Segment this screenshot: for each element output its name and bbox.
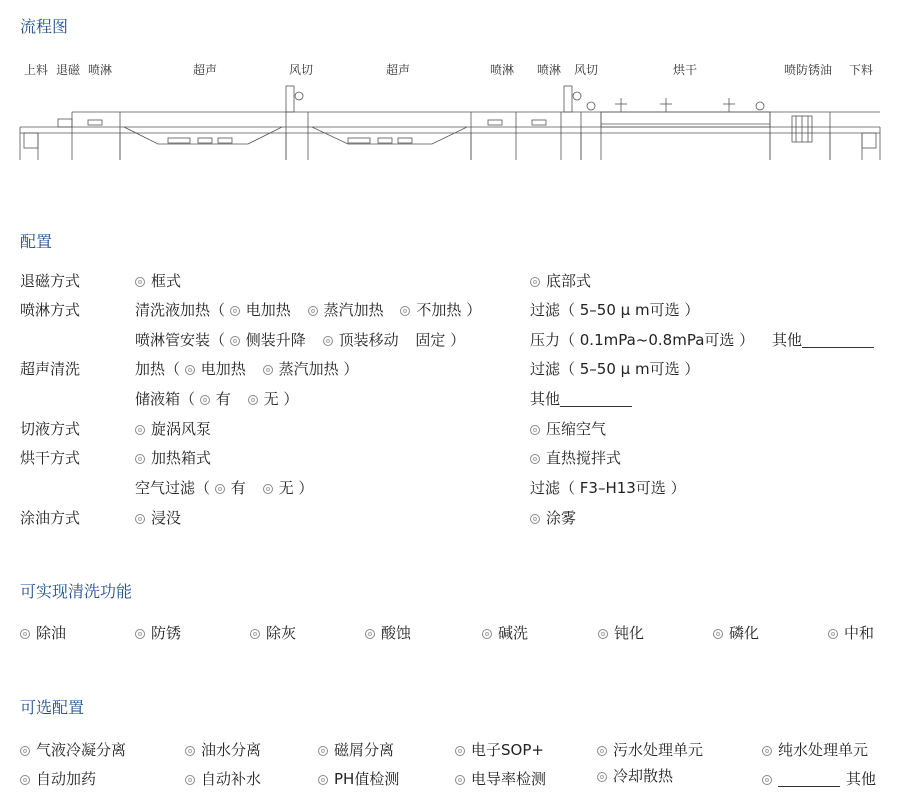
cut-option-compressed-air[interactable] [530, 418, 606, 439]
dry-air-filter-row [135, 477, 313, 498]
ultrasonic-heating-suffix: ） [343, 360, 359, 378]
radio-icon [135, 277, 145, 287]
spray-pipe-side-lift[interactable] [230, 331, 306, 349]
option-other-text: 其他 [846, 770, 877, 788]
ultrasonic-label: 超声清洗 [20, 360, 81, 378]
radio-icon [455, 746, 465, 756]
dry-air-filter-prefix: 空气过滤（ [135, 479, 211, 497]
station-label-aircut-1: 风切 [288, 63, 314, 77]
function-item[interactable] [713, 622, 759, 643]
station-label-ultrasonic-2: 超声 [385, 63, 411, 77]
demag-option-frame-text: 框式 [151, 272, 182, 290]
radio-icon [530, 514, 540, 524]
option-other-blank[interactable] [778, 772, 840, 787]
spray-other-text: 其他 [772, 331, 803, 349]
option-item[interactable] [20, 739, 126, 760]
option-item[interactable] [455, 739, 544, 760]
radio-icon [365, 629, 375, 639]
option-item-text: 纯水处理单元 [778, 741, 869, 759]
station-label-demag: 退磁 [55, 63, 81, 77]
radio-icon [308, 306, 318, 316]
option-item[interactable] [597, 765, 673, 786]
spray-pipe-prefix: 喷淋管安装（ [135, 331, 226, 349]
radio-icon [135, 514, 145, 524]
option-item-text: 磁屑分离 [334, 741, 395, 759]
spray-other-blank[interactable] [802, 333, 874, 348]
ultrasonic-heating-electric[interactable] [185, 360, 246, 378]
cut-option-compressed-air-text: 压缩空气 [546, 420, 607, 438]
option-item-text: 自动补水 [201, 770, 262, 788]
function-item-text: 钝化 [614, 624, 645, 642]
dry-air-filter-no[interactable] [263, 479, 314, 497]
process-flow-diagram [18, 62, 882, 170]
option-item[interactable] [318, 768, 399, 789]
radio-icon [135, 629, 145, 639]
cut-label: 切液方式 [20, 420, 81, 438]
spray-pipe-top-move[interactable] [323, 331, 399, 349]
radio-icon [530, 454, 540, 464]
radio-icon [185, 365, 195, 375]
spray-heating-electric[interactable] [230, 301, 291, 319]
ultrasonic-tank-no[interactable] [248, 390, 299, 408]
function-item-text: 除油 [36, 624, 67, 642]
radio-icon [20, 746, 30, 756]
ultrasonic-filter: 过滤（ 5–50 μ m可选 ） [530, 360, 700, 378]
spray-pipe-top-move-text: 顶装移动 [338, 331, 399, 349]
radio-icon [200, 395, 210, 405]
function-item-text: 除灰 [266, 624, 297, 642]
station-label-spray-1: 喷淋 [87, 63, 113, 77]
option-item[interactable] [455, 768, 546, 789]
ultrasonic-heating-electric-text: 电加热 [200, 360, 246, 378]
option-item[interactable] [185, 739, 261, 760]
option-item[interactable] [185, 768, 261, 789]
spray-heating-none[interactable] [400, 301, 461, 319]
radio-icon [20, 629, 30, 639]
station-label-ultrasonic-1: 超声 [192, 63, 218, 77]
radio-icon [215, 484, 225, 494]
station-label-unloading: 下料 [848, 63, 874, 77]
option-item[interactable] [20, 768, 96, 789]
option-item[interactable] [597, 739, 703, 760]
spray-heating-steam[interactable] [308, 301, 384, 319]
option-item-text: PH值检测 [334, 770, 400, 788]
option-item-text: 冷却散热 [613, 767, 674, 785]
radio-icon [828, 629, 838, 639]
oil-option-spray-text: 涂雾 [546, 509, 577, 527]
function-item-text: 酸蚀 [381, 624, 412, 642]
oil-option-spray[interactable] [530, 507, 576, 528]
dry-option-direct-text: 直热搅拌式 [546, 449, 622, 467]
radio-icon [318, 746, 328, 756]
spray-other [772, 329, 874, 350]
spray-pipe-side-lift-text: 侧装升降 [245, 331, 306, 349]
spray-pipe-row [135, 329, 465, 350]
function-item[interactable] [598, 622, 644, 643]
ultrasonic-tank-yes-text: 有 [215, 390, 231, 408]
station-label-spray-2: 喷淋 [489, 63, 515, 77]
station-label-loading: 上料 [23, 63, 49, 77]
radio-icon [135, 425, 145, 435]
oil-option-immerse[interactable] [135, 507, 181, 528]
radio-icon [230, 306, 240, 316]
demag-option-bottom[interactable] [530, 270, 591, 291]
function-item[interactable] [250, 622, 296, 643]
station-label-oil: 喷防锈油 [783, 63, 833, 77]
dry-option-box[interactable] [135, 447, 211, 468]
demag-option-frame[interactable] [135, 270, 181, 291]
spray-heating-suffix: ） [466, 301, 482, 319]
function-item-text: 中和 [844, 624, 875, 642]
ultrasonic-heating-row [135, 358, 358, 379]
oil-option-immerse-text: 浸没 [151, 509, 182, 527]
ultrasonic-tank-no-text: 无 ） [263, 390, 299, 408]
oil-label: 涂油方式 [20, 509, 81, 527]
ultrasonic-heating-steam[interactable] [263, 360, 339, 378]
option-item-text: 电子SOP+ [471, 741, 544, 759]
spray-heating-electric-text: 电加热 [245, 301, 291, 319]
dry-air-filter-no-text: 无 ） [278, 479, 314, 497]
function-item[interactable] [828, 622, 874, 643]
radio-icon [135, 454, 145, 464]
flow-title: 流程图 [20, 17, 69, 36]
functions-title: 可实现清洗功能 [20, 582, 133, 601]
spray-heating-row [135, 299, 481, 320]
radio-icon [455, 775, 465, 785]
option-item-text: 污水处理单元 [613, 741, 704, 759]
dry-option-direct[interactable] [530, 447, 621, 468]
cut-option-vortex[interactable] [135, 418, 211, 439]
radio-icon [598, 629, 608, 639]
function-item[interactable] [482, 622, 528, 643]
radio-icon [597, 772, 607, 782]
option-item-other[interactable] [762, 768, 876, 789]
option-item-text: 自动加药 [36, 770, 97, 788]
spray-pipe-fixed[interactable]: 固定 ） [415, 331, 466, 349]
radio-icon [530, 425, 540, 435]
ultrasonic-tank-yes[interactable] [200, 390, 231, 408]
radio-icon [230, 336, 240, 346]
radio-icon [597, 746, 607, 756]
option-item[interactable] [318, 739, 394, 760]
dry-option-box-text: 加热箱式 [151, 449, 212, 467]
radio-icon [185, 775, 195, 785]
station-label-aircut-2: 风切 [573, 63, 599, 77]
radio-icon [185, 746, 195, 756]
options-title: 可选配置 [20, 698, 85, 717]
radio-icon [20, 775, 30, 785]
demag-label: 退磁方式 [20, 272, 81, 290]
spray-heating-none-text: 不加热 [416, 301, 462, 319]
ultrasonic-other [530, 388, 632, 409]
config-title: 配置 [20, 232, 53, 251]
ultrasonic-other-text: 其他 [530, 390, 561, 408]
radio-icon [713, 629, 723, 639]
spray-heating-steam-text: 蒸汽加热 [323, 301, 384, 319]
dry-air-filter-yes[interactable] [215, 479, 246, 497]
option-item[interactable] [762, 739, 868, 760]
option-item-text: 电导率检测 [471, 770, 547, 788]
cut-option-vortex-text: 旋涡风泵 [151, 420, 212, 438]
radio-icon [762, 775, 772, 785]
function-item-text: 碱洗 [498, 624, 529, 642]
function-item[interactable] [365, 622, 411, 643]
station-label-spray-3: 喷淋 [536, 63, 562, 77]
dry-air-filter-yes-text: 有 [230, 479, 246, 497]
dry-filter: 过滤（ F3–H13可选 ） [530, 479, 686, 497]
radio-icon [762, 746, 772, 756]
radio-icon [263, 365, 273, 375]
demag-option-bottom-text: 底部式 [546, 272, 592, 290]
ultrasonic-heating-prefix: 加热（ [135, 360, 181, 378]
spray-filter: 过滤（ 5–50 μ m可选 ） [530, 301, 700, 319]
radio-icon [250, 629, 260, 639]
radio-icon [248, 395, 258, 405]
station-label-drying: 烘干 [672, 63, 698, 77]
spray-pressure: 压力（ 0.1mPa~0.8mPa可选 ） [530, 331, 755, 349]
radio-icon [318, 775, 328, 785]
radio-icon [263, 484, 273, 494]
function-item[interactable] [20, 622, 66, 643]
ultrasonic-other-blank[interactable] [560, 392, 632, 407]
ultrasonic-tank-row [135, 388, 298, 409]
option-item-text: 气液冷凝分离 [36, 741, 127, 759]
spray-label: 喷淋方式 [20, 301, 81, 319]
function-item-text: 磷化 [729, 624, 760, 642]
radio-icon [482, 629, 492, 639]
function-item[interactable] [135, 622, 181, 643]
radio-icon [400, 306, 410, 316]
function-item-text: 防锈 [151, 624, 182, 642]
option-item-text: 油水分离 [201, 741, 262, 759]
spray-heating-prefix: 清洗液加热（ [135, 301, 226, 319]
radio-icon [323, 336, 333, 346]
dry-label: 烘干方式 [20, 449, 81, 467]
ultrasonic-tank-prefix: 储液箱（ [135, 390, 196, 408]
ultrasonic-heating-steam-text: 蒸汽加热 [278, 360, 339, 378]
radio-icon [530, 277, 540, 287]
